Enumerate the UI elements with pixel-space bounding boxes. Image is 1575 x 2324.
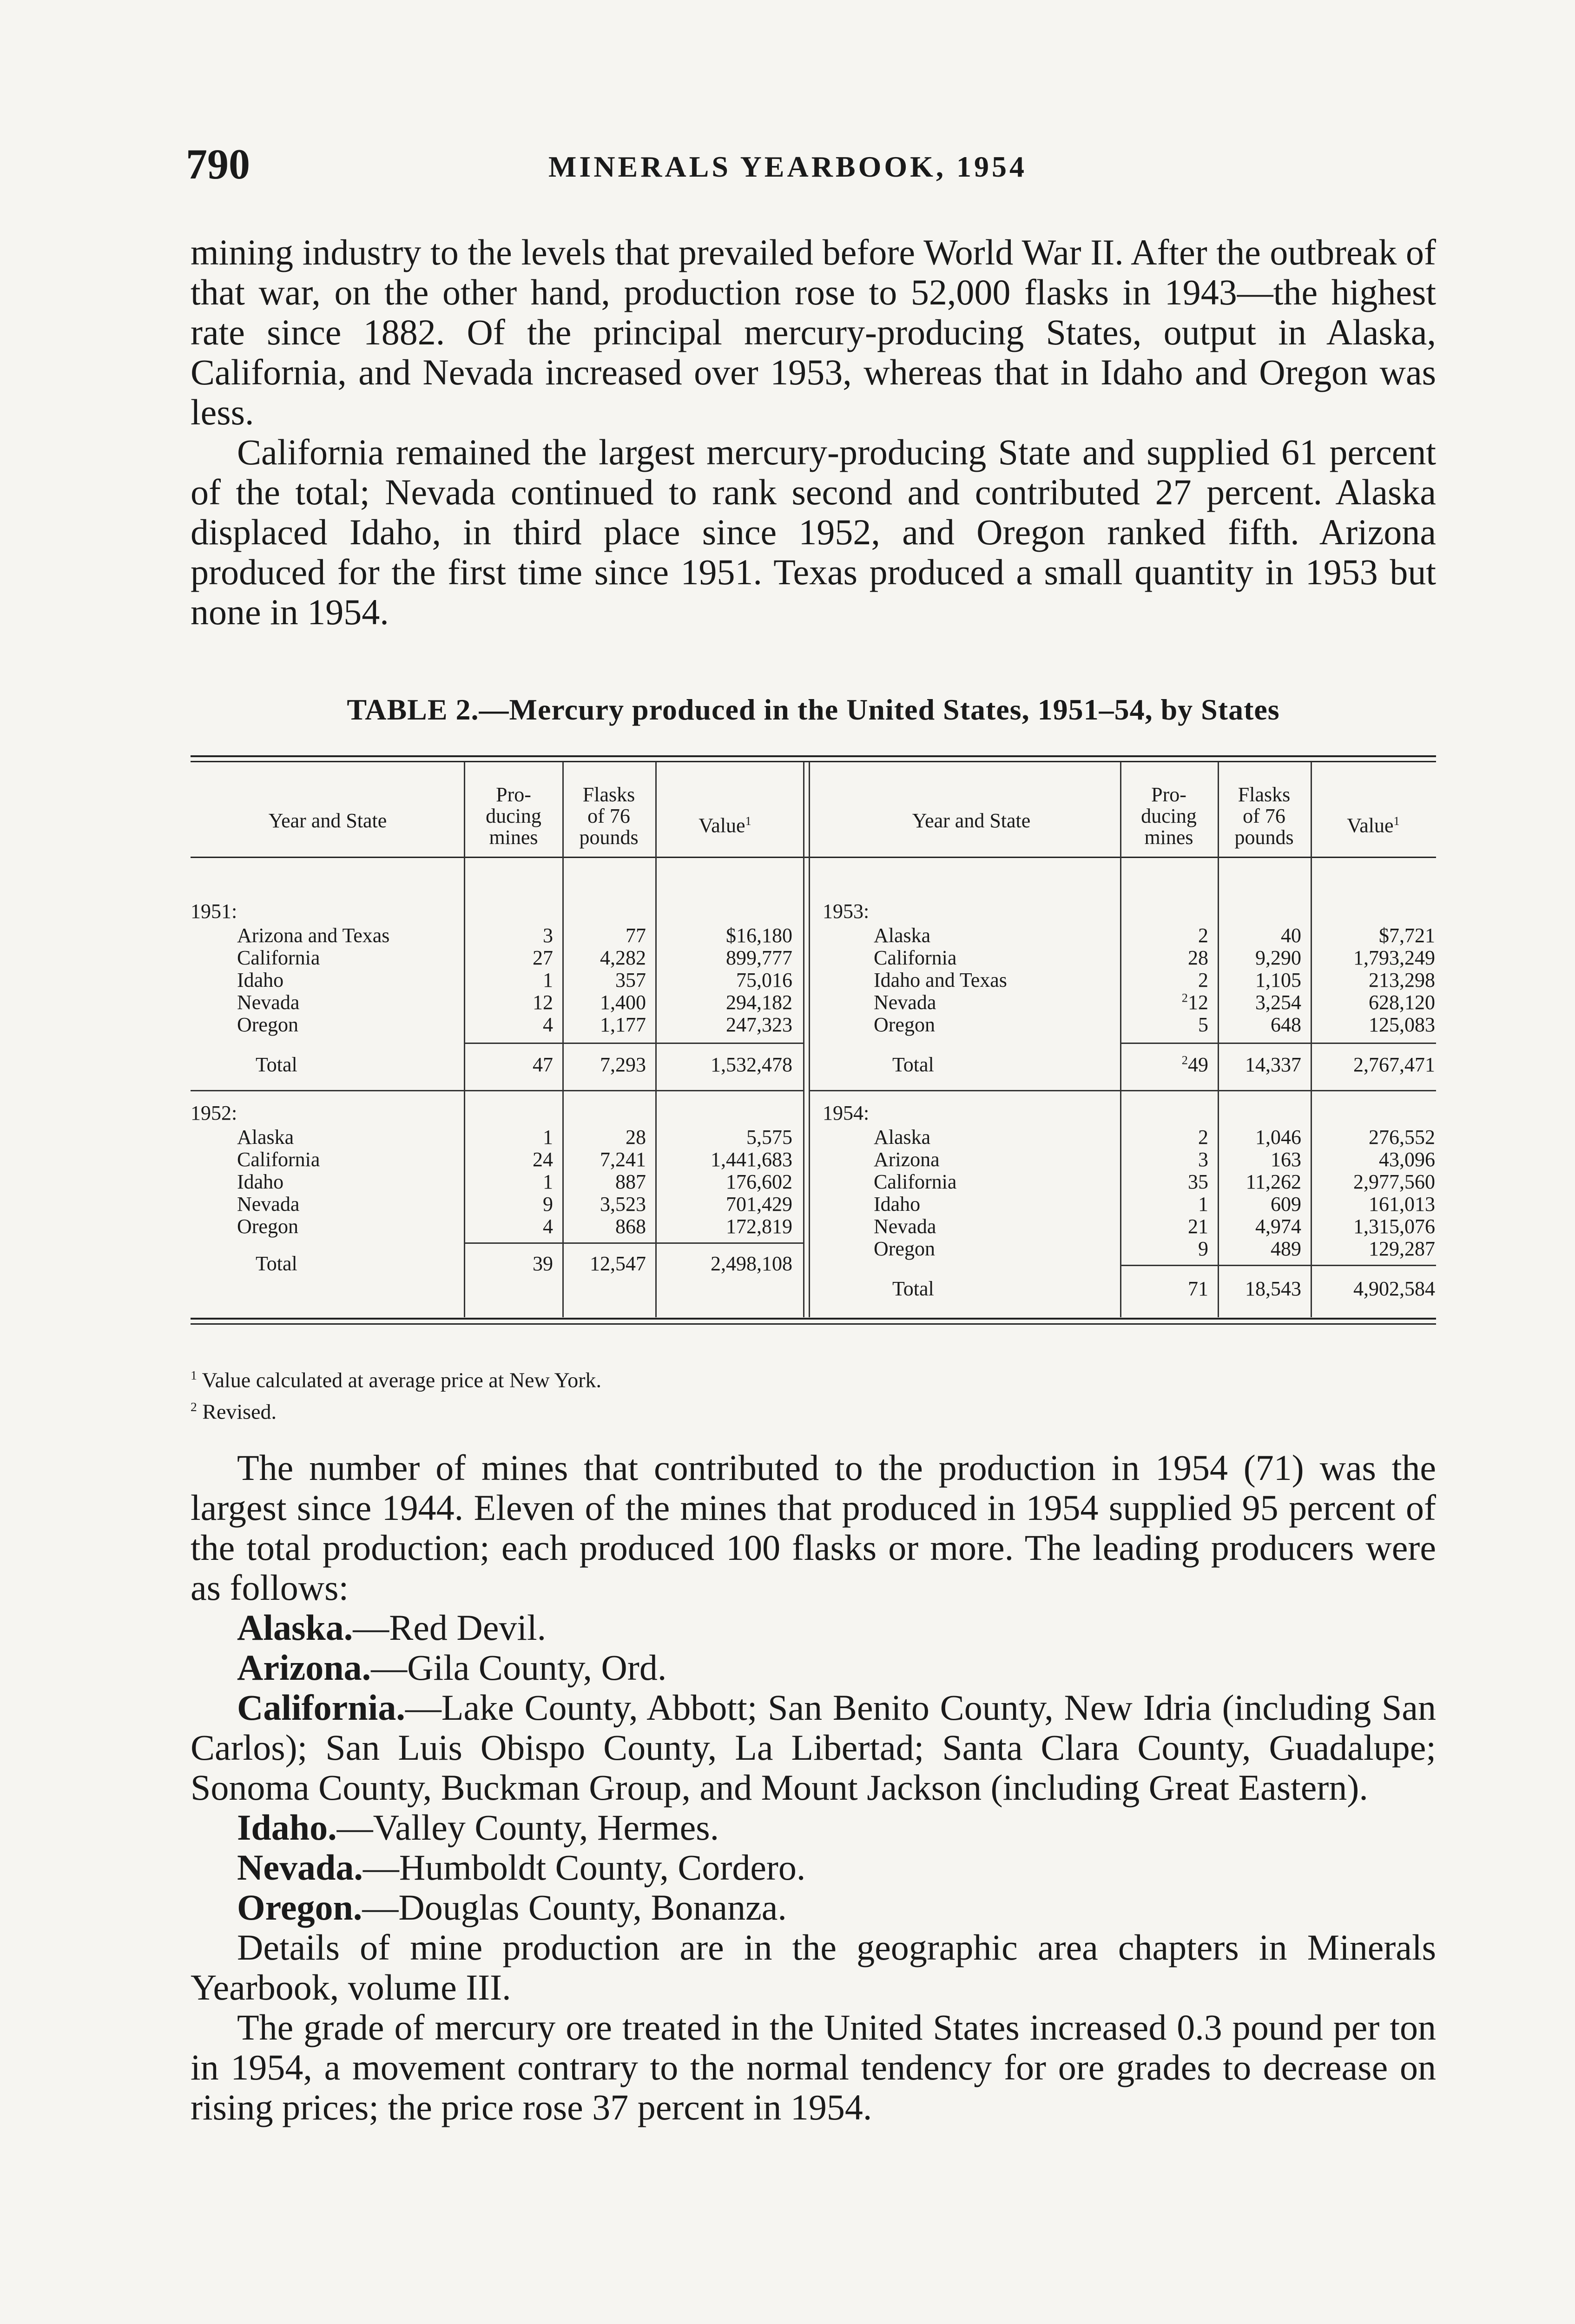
subtotal-rule-1953 — [1120, 1043, 1436, 1044]
row-value: 276,552 — [1369, 1126, 1435, 1149]
total-flasks-1951: 7,293 — [600, 1053, 646, 1076]
row-mines: 12 — [533, 991, 553, 1014]
producer-state: California. — [237, 1687, 405, 1728]
total-flasks-1952: 12,547 — [590, 1252, 646, 1275]
footnote-2-text: Revised. — [202, 1400, 277, 1424]
row-value: 1,315,076 — [1353, 1215, 1435, 1238]
row-value: 1,441,683 — [711, 1148, 792, 1171]
row-flasks: 4,974 — [1255, 1215, 1301, 1238]
row-mines: 21 — [1188, 1215, 1208, 1238]
intro-paragraph-1: mining industry to the levels that prevailed before World War II. After the outbreak of that war, on the other hand, production rose to 52,000 flasks in 1943—the highest rate since 1882. Of the principal mercury-producing States, output in Alaska, California, and Nevada increased over 1953, whereas that in Idaho and Oregon was less. — [191, 232, 1436, 432]
row-state: Oregon — [237, 1013, 298, 1036]
row-mines: 1 — [543, 969, 553, 991]
row-mines: 24 — [533, 1148, 553, 1171]
footnote-2 — [191, 1393, 601, 1425]
producer-text: —Douglas County, Bonanza. — [362, 1887, 787, 1928]
row-state: Idaho and Texas — [874, 969, 1007, 991]
row-flasks: 3,523 — [600, 1193, 646, 1215]
row-value: 5,575 — [746, 1126, 792, 1149]
header-value-left-note: 1 — [745, 814, 751, 828]
producer-text: —Valley County, Hermes. — [336, 1807, 719, 1848]
footnote-1-mark: 1 — [191, 1368, 197, 1382]
running-head: MINERALS YEARBOOK, 1954 — [548, 150, 1027, 183]
row-mines: 2 — [1198, 1126, 1208, 1149]
producer-state: Alaska. — [237, 1607, 353, 1648]
footnote-2-mark: 2 — [191, 1400, 197, 1414]
table-bottom-rule — [191, 1318, 1436, 1320]
section-rule-right — [809, 1090, 1436, 1091]
row-value: 1,793,249 — [1353, 946, 1435, 969]
page-number: 790 — [186, 140, 250, 188]
row-state: Nevada — [874, 1215, 936, 1238]
total-flasks-1954: 18,543 — [1245, 1277, 1301, 1300]
row-state: Nevada — [874, 991, 936, 1014]
body-paragraph-details: Details of mine production are in the geographic area chapters in Minerals Yearbook, volume III. — [191, 1927, 1436, 2007]
row-value: 172,819 — [726, 1215, 792, 1238]
row-flasks: 77 — [626, 924, 646, 947]
row-mines: 3 — [1198, 1148, 1208, 1171]
row-flasks: 40 — [1281, 924, 1301, 947]
row-flasks: 1,046 — [1255, 1126, 1301, 1149]
mercury-table — [191, 755, 1436, 1336]
header-value-left-label: Value — [699, 814, 745, 837]
row-flasks: 868 — [615, 1215, 646, 1238]
producer-text: —Red Devil. — [353, 1607, 547, 1648]
producer-text: —Humboldt County, Cordero. — [362, 1847, 806, 1888]
row-state: Idaho — [874, 1193, 921, 1215]
header-value-right-note: 1 — [1393, 814, 1400, 828]
total-mines-1954: 71 — [1188, 1277, 1208, 1300]
total-value-1951: 1,532,478 — [711, 1053, 792, 1076]
vline-divider-1 — [803, 762, 804, 1317]
body-text — [191, 1448, 1436, 2127]
row-mines — [1120, 1013, 1208, 1037]
producer-arizona — [191, 1648, 1436, 1688]
producer-idaho — [191, 1808, 1436, 1848]
row-state: Arizona and Texas — [237, 924, 390, 947]
row-value: 247,323 — [726, 1013, 792, 1036]
body-paragraph-mines: The number of mines that contributed to the production in 1954 (71) was the largest since 1944. Eleven of the mines that produced in 1954 supplied 95 percent of the total production; each produced 100 flasks or more. The leading producers were as follows: — [191, 1447, 1436, 1608]
header-value-left — [655, 810, 795, 837]
header-flasks-right-3: pounds — [1234, 826, 1294, 849]
row-flasks: 11,262 — [1246, 1170, 1301, 1193]
row-mines-note: 2 — [1181, 990, 1188, 1005]
row-mines-value: 28 — [1188, 946, 1208, 969]
row-value: 2,977,560 — [1353, 1170, 1435, 1193]
row-mines: 1 — [543, 1126, 553, 1149]
row-flasks: 609 — [1271, 1193, 1301, 1215]
total-label-1953: Total — [892, 1053, 934, 1076]
year-label-1952: 1952: — [191, 1102, 237, 1124]
table-title: TABLE 2.—Mercury produced in the United States, 1951–54, by States — [347, 693, 1280, 726]
footnote-1-text: Value calculated at average price at New York. — [202, 1368, 602, 1392]
page-header — [186, 139, 1441, 191]
row-mines: 1 — [1198, 1193, 1208, 1215]
subtotal-rule-1951 — [465, 1043, 803, 1044]
row-state: Nevada — [237, 1193, 300, 1215]
header-year-state-left: Year and State — [268, 809, 387, 832]
total-value-1953: 2,767,471 — [1353, 1053, 1435, 1076]
total-mines-1953-note: 2 — [1181, 1053, 1188, 1067]
row-value: 43,096 — [1379, 1148, 1435, 1171]
header-flasks-right-2: of 76 — [1243, 805, 1285, 827]
row-flasks: 9,290 — [1255, 946, 1301, 969]
row-mines: 3 — [543, 924, 553, 947]
total-mines-1952: 39 — [533, 1252, 553, 1275]
table-footnotes — [191, 1362, 601, 1426]
producer-state: Arizona. — [237, 1647, 371, 1688]
producer-alaska — [191, 1608, 1436, 1648]
total-label-1951: Total — [256, 1053, 297, 1076]
body-paragraph-grade: The grade of mercury ore treated in the United States increased 0.3 pound per ton in 1954, a movement contrary to the normal tendency for ore grades to decrease on rising prices; the price rose 37 percent in 1954. — [191, 2007, 1436, 2127]
row-state: California — [237, 946, 320, 969]
header-year-state-right: Year and State — [912, 809, 1031, 832]
row-mines: 4 — [543, 1013, 553, 1036]
section-rule-left — [191, 1090, 803, 1091]
producer-text: —Lake County, Abbott; San Benito County, New Idria (including San Carlos); San Luis Obispo County, La Libertad; Santa Clara County, Guadalupe; Sonoma County, Buckman Group, and Mount Jackson (including Great Eastern). — [191, 1687, 1436, 1808]
producer-state: Idaho. — [237, 1807, 337, 1848]
total-label-1952: Total — [256, 1252, 297, 1275]
row-state: Idaho — [237, 969, 284, 991]
row-value: 213,298 — [1369, 969, 1435, 991]
row-mines — [1120, 968, 1208, 992]
header-producing-right-1: Pro- — [1151, 783, 1186, 806]
row-mines-value: 5 — [1198, 1013, 1208, 1036]
row-flasks: 7,241 — [600, 1148, 646, 1171]
row-state: Alaska — [874, 924, 931, 947]
row-flasks: 3,254 — [1255, 991, 1301, 1014]
year-label-1954: 1954: — [823, 1102, 870, 1124]
row-value: 701,429 — [726, 1193, 792, 1215]
header-producing-left-1: Pro- — [496, 783, 531, 806]
table-bottom-rule-2 — [191, 1323, 1436, 1325]
row-value: 176,602 — [726, 1170, 792, 1193]
row-state: Nevada — [237, 991, 300, 1014]
row-value: 161,013 — [1369, 1193, 1435, 1215]
row-value: 899,777 — [726, 946, 792, 969]
row-value: 75,016 — [736, 969, 792, 991]
total-mines-1953 — [1120, 1053, 1208, 1076]
header-flasks-right-1: Flasks — [1238, 783, 1291, 806]
header-producing-right-2: ducing — [1141, 805, 1197, 827]
row-state: Oregon — [874, 1013, 935, 1036]
row-flasks: 489 — [1271, 1237, 1301, 1260]
year-label-1953: 1953: — [823, 900, 870, 923]
total-mines-1951: 47 — [533, 1053, 553, 1076]
producer-text: —Gila County, Ord. — [371, 1647, 667, 1688]
header-value-right — [1311, 810, 1436, 837]
year-label-1951: 1951: — [191, 900, 237, 923]
row-value: 628,120 — [1369, 991, 1435, 1014]
producer-state: Oregon. — [237, 1887, 362, 1928]
row-value: 129,287 — [1369, 1237, 1435, 1260]
row-mines-value: 12 — [1188, 991, 1208, 1014]
row-value: 125,083 — [1369, 1013, 1435, 1036]
total-label-1954: Total — [892, 1277, 934, 1300]
subtotal-rule-1952 — [465, 1242, 803, 1244]
row-mines: 27 — [533, 946, 553, 969]
row-state: California — [237, 1148, 320, 1171]
row-flasks: 28 — [626, 1126, 646, 1149]
table-top-rule-2 — [191, 761, 1436, 762]
row-flasks: 4,282 — [600, 946, 646, 969]
row-mines: 4 — [543, 1215, 553, 1238]
row-mines: 1 — [543, 1170, 553, 1193]
row-state: Idaho — [237, 1170, 284, 1193]
subtotal-rule-1954 — [1120, 1265, 1436, 1266]
row-flasks: 648 — [1271, 1013, 1301, 1036]
header-producing-right-3: mines — [1144, 826, 1193, 849]
producer-california — [191, 1688, 1436, 1808]
row-state: Alaska — [237, 1126, 294, 1149]
intro-text — [191, 232, 1436, 632]
header-producing-left-2: ducing — [486, 805, 541, 827]
row-state: California — [874, 1170, 957, 1193]
header-flasks-left-2: of 76 — [587, 805, 630, 827]
intro-paragraph-2: California remained the largest mercury-producing State and supplied 61 percent of the total; Nevada continued to rank second and contributed 27 percent. Alaska displaced Idaho, in third place since 1952, and Oregon ranked fifth. Arizona produced for the first time since 1951. Texas produced a small quantity in 1953 but none in 1954. — [191, 432, 1436, 632]
row-flasks: 887 — [615, 1170, 646, 1193]
total-value-1954: 4,902,584 — [1353, 1277, 1435, 1300]
row-flasks: 1,400 — [600, 991, 646, 1014]
producer-state: Nevada. — [237, 1847, 363, 1888]
header-value-right-label: Value — [1347, 814, 1394, 837]
row-value: $16,180 — [726, 924, 792, 947]
header-flasks-left-3: pounds — [579, 826, 639, 849]
vline-divider-2 — [809, 762, 810, 1317]
row-mines — [1120, 946, 1208, 970]
row-state: California — [874, 946, 957, 969]
row-state: Oregon — [237, 1215, 298, 1238]
row-flasks: 1,105 — [1255, 969, 1301, 991]
footnote-1 — [191, 1362, 601, 1393]
total-mines-1953-value: 49 — [1188, 1053, 1208, 1076]
row-mines: 35 — [1188, 1170, 1208, 1193]
row-mines — [1120, 924, 1208, 947]
header-producing-left-3: mines — [489, 826, 538, 849]
producer-nevada — [191, 1848, 1436, 1888]
row-value: $7,721 — [1379, 924, 1435, 947]
row-mines: 9 — [1198, 1237, 1208, 1260]
row-state: Oregon — [874, 1237, 935, 1260]
row-mines — [1120, 990, 1208, 1014]
row-state: Alaska — [874, 1126, 931, 1149]
total-flasks-1953: 14,337 — [1245, 1053, 1301, 1076]
row-value: 294,182 — [726, 991, 792, 1014]
table-top-rule — [191, 755, 1436, 757]
total-value-1952: 2,498,108 — [711, 1252, 792, 1275]
row-mines-value: 2 — [1198, 924, 1208, 947]
row-flasks: 357 — [615, 969, 646, 991]
header-flasks-left-1: Flasks — [582, 783, 635, 806]
row-mines-value: 2 — [1198, 969, 1208, 991]
row-flasks: 163 — [1271, 1148, 1301, 1171]
producer-oregon — [191, 1888, 1436, 1928]
row-mines: 9 — [543, 1193, 553, 1215]
row-state: Arizona — [874, 1148, 940, 1171]
row-flasks: 1,177 — [600, 1013, 646, 1036]
header-bottom-rule — [191, 857, 1436, 858]
